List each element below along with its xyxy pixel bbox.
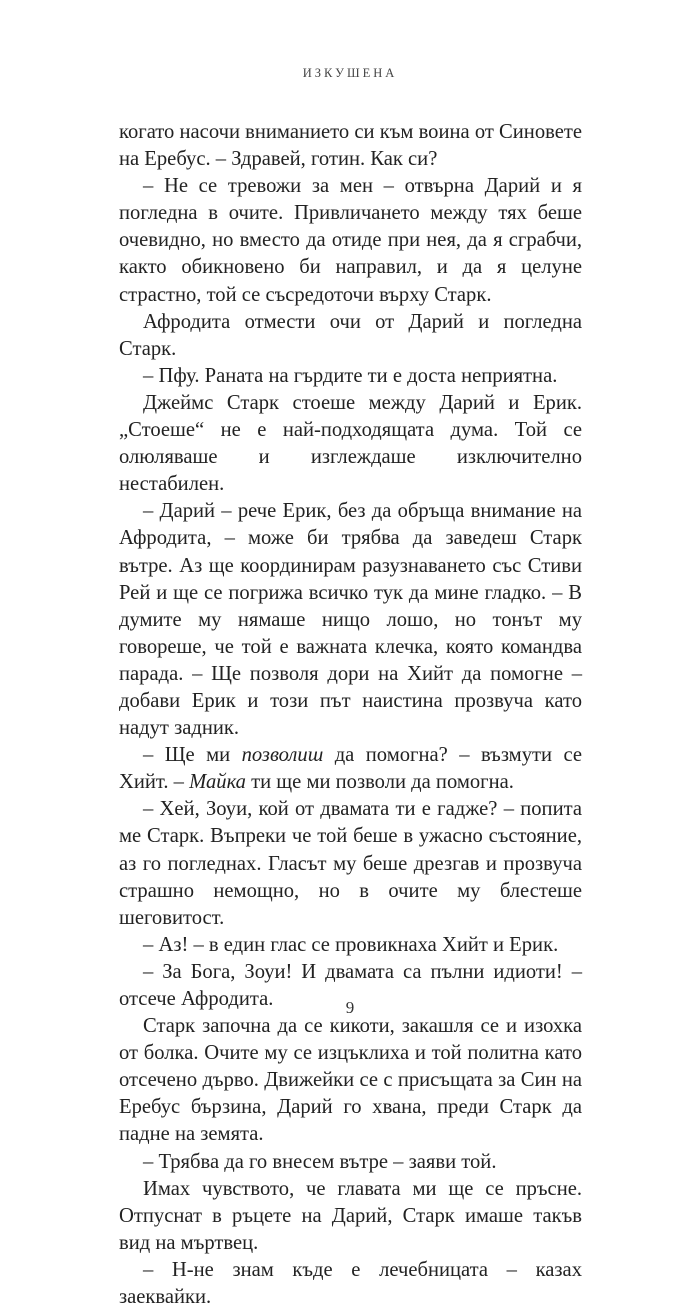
paragraph: [119, 363, 582, 390]
page-number: 9: [345, 998, 355, 1017]
text-run: – Н-не знам къде е лечебницата – казах заеквайки.: [119, 1258, 582, 1309]
paragraph: [119, 796, 582, 931]
paragraph: [119, 1013, 582, 1148]
text-run: да помогна? – възмути се Хийт. –: [119, 744, 582, 794]
paragraph: [119, 742, 582, 796]
running-header: ИЗКУШЕНА: [302, 66, 398, 80]
paragraph: [119, 390, 582, 498]
text-run: когато насочи вниманието си към воина от Синовете на Еребус. – Здравей, готин. Как си?: [119, 121, 582, 171]
text-run: ти ще ми позволи да помогна.: [245, 771, 514, 794]
text-run: Афродита отмести очи от Дарий и погледна Старк.: [119, 310, 582, 360]
text-run: – Дарий – рече Ерик, без да обръща внимание на Афродита, – може би трябва да заведеш Старк вътре. Аз ще координирам разузнаването със Стиви Рей и ще се погрижа всичко тук да мине гладко. – В думите му нямаше нищо лошо, но тонът му говореше, че той е важната клечка, която командва парада. – Ще позволя дори на Хийт да помогне – добави Ерик и този път наистина прозвуча като надут задник.: [119, 500, 582, 740]
text-run: – Пфу. Раната на гърдите ти е доста неприятна.: [143, 364, 558, 387]
paragraph: [119, 119, 582, 173]
text-run: Имах чувството, че главата ми ще се пръсне. Отпуснат в ръцете на Дарий, Старк имаше такъв вид на мъртвец.: [119, 1177, 582, 1254]
paragraph: [119, 173, 582, 308]
paragraph: [119, 498, 582, 742]
italic-text-run: Майка: [189, 771, 246, 794]
text-run: Джеймс Старк стоеше между Дарий и Ерик. „Стоеше“ не е най-подходящата дума. Той се олюляваше и изглеждаше изключително нестабилен.: [119, 391, 582, 496]
text-run: – За Бога, Зоуи! И двамата са пълни идиоти! – отсече Афродита.: [119, 960, 582, 1010]
italic-text-run: позволиш: [241, 744, 324, 767]
text-run: – Хей, Зоуи, кой от двамата ти е гадже? – попита ме Старк. Въпреки че той беше в ужасно състояние, аз го погледнах. Гласът му беше дрезгав и прозвуча страшно немощно, но в очите му блестеше шеговитост.: [119, 798, 582, 929]
text-run: Старк започна да се кикоти, закашля се и изохка от болка. Очите му се изцъклиха и той политна като отсечено дърво. Движейки се с присъщата за Син на Еребус бързина, Дарий го хвана, преди Старк да падне на земята.: [119, 1015, 582, 1146]
paragraph: [119, 932, 582, 959]
text-run: – Аз! – в един глас се провикнаха Хийт и Ерик.: [143, 933, 559, 956]
text-run: – Ще ми: [143, 744, 242, 767]
paragraph: [119, 1257, 582, 1311]
text-run: – Трябва да го внесем вътре – заяви той.: [143, 1150, 497, 1173]
text-run: – Не се тревожи за мен – отвърна Дарий и я погледна в очите. Привличането между тях беше очевидно, но вместо да отиде при нея, да я сграбчи, както обикновено би направил, и да я целуне страстно, той се съсредоточи върху Старк.: [119, 175, 582, 306]
paragraph: [119, 1149, 582, 1176]
page-text: [119, 119, 582, 1311]
paragraph: [119, 309, 582, 363]
paragraph: [119, 1176, 582, 1257]
